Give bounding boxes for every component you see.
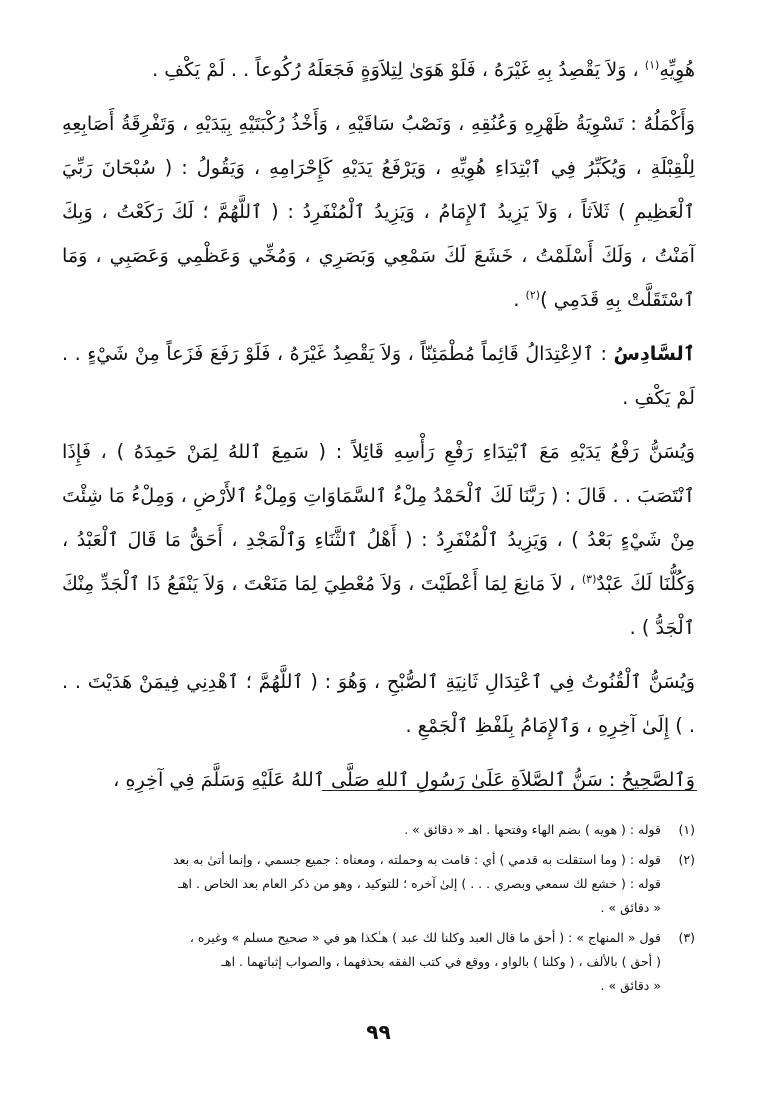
paragraph-text: هُوِيِّهِ <box>659 58 695 81</box>
paragraph <box>62 48 695 92</box>
paragraph-text: . <box>513 288 526 311</box>
footnote-body <box>62 818 661 842</box>
footnote-number: (١) <box>678 822 695 837</box>
footnote-line: ( أحق ) بالألف ، ( وكلنا ) بالواو ، ووقع في كتب الفقه بحذفهما ، والصواب إثباتهما . اهـ <box>221 954 661 969</box>
section-heading-word: ٱلسَّادِسُ <box>613 342 695 365</box>
page-number: ٩٩ <box>366 1020 391 1044</box>
footnote <box>62 848 695 920</box>
footnote-number: (٣) <box>678 930 695 945</box>
paragraph-text: ، لاَ مَانِعَ لِمَا أَعْطَيْتَ ، وَلاَ مُعْطِيَ لِمَا مَنَعْتَ ، وَلاَ يَنْفَعُ ذَا ٱلْجَدِّ مِنْكَ ٱلْجَدُّ ) . <box>62 572 695 639</box>
footnote-reference[interactable]: (١) <box>644 58 660 72</box>
footnote-line: « دقائق » . <box>600 900 661 915</box>
paragraph-text: وَيُسَنُّ رَفْعُ يَدَيْهِ مَعَ ٱبْتِدَاءِ رَفْعِ رَأْسِهِ قَائِلاً : ( سَمِعَ ٱللهُ لِمَنْ حَمِدَهُ ) ، فَإِذَا ٱنْتَصَبَ . . قَالَ : ( رَبَّنَا لَكَ ٱلْحَمْدُ مِلْءُ ٱلسَّمَاوَاتِ وَمِلْءُ ٱلأَرْضِ ، وَمِلْءُ مَا شِئْتَ مِنْ شَيْءٍ بَعْدُ ) ، وَيَزِيدُ ٱلْمُنْفَرِدُ : ( أَهْلُ ٱلثَّنَاءِ وَٱلْمَجْدِ ، أَحَقُّ مَا قَالَ ٱلْعَبْدُ ، وَكُلُّنَا لَكَ عَبْدٌ <box>62 440 695 595</box>
footnote-body <box>62 848 661 920</box>
footnote-line: قوله : ( خشع لك سمعي وبصري . . . ) إلىٰ آخره ؛ للتوكيد ، وهو من ذكر العام بعد الخاص . اهـ <box>178 876 661 891</box>
paragraph-text: : ٱلاِعْتِدَالُ قَائِماً مُطْمَئِنّاً ، وَلاَ يَقْصِدُ غَيْرَهُ ، فَلَوْ رَفَعَ فَزَعاً مِنْ شَيْءٍ . . لَمْ يَكْفِ . <box>62 342 695 409</box>
footnote-line: قول « المنهاج » : ( أحق ما قال العبد وكلنا لك عبد ) هـٰكذا هو في « صحيح مسلم » وغيره ، <box>189 930 661 945</box>
paragraph-text: وَٱلصَّحِيحُ : سَنُّ ٱلصَّلاَةِ عَلَىٰ رَسُولِ ٱللهِ صَلَّى ٱللهُ عَلَيْهِ وَسَلَّمَ فِي آخِرِهِ ، <box>113 768 695 791</box>
footnote-divider <box>322 790 697 791</box>
footnotes <box>62 818 695 1004</box>
footnote-line: قوله : ( هويه ) بضم الهاء وفتحها . اهـ « دقائق » . <box>404 822 661 837</box>
footnote-reference[interactable]: (٢) <box>525 288 541 302</box>
paragraph-text: وَيُسَنُّ ٱلْقُنُوتُ فِي ٱعْتِدَالِ ثَانِيَةِ ٱلصُّبْحِ ، وَهُوَ : ( ٱللَّهُمَّ ؛ ٱهْدِنِي فِيمَنْ هَدَيْتَ . . . ) إِلَىٰ آخِرِهِ ، وَٱلإِمَامُ بِلَفْظِ ٱلْجَمْعِ . <box>62 670 695 737</box>
paragraph <box>62 102 695 322</box>
footnote-line: قوله : ( وما استقلت به قدمي ) أي : قامت به وحملته ، ومعناه : جميع جسمي ، وإنما أتىٰ به بعد <box>173 852 661 867</box>
paragraph <box>62 430 695 650</box>
paragraph <box>62 332 695 420</box>
paragraph-text: وَأَكْمَلُهُ : تَسْوِيَةُ ظَهْرِهِ وَعُنُقِهِ ، وَنَصْبُ سَاقَيْهِ ، وَأَخْذُ رُكْبَتَيْهِ بِيَدَيْهِ ، وَتَفْرِقَةُ أَصَابِعِهِ لِلْقِبْلَةِ ، وَيُكَبِّرُ فِي ٱبْتِدَاءِ هُوِيِّهِ ، وَيَرْفَعُ يَدَيْهِ كَإِحْرَامِهِ ، وَيَقُولُ : ( سُبْحَانَ رَبِّيَ ٱلْعَظِيمِ ) ثَلاَثاً ، وَلاَ يَزِيدُ ٱلإِمَامُ ، وَيَزِيدُ ٱلْمُنْفَرِدُ : ( ٱللَّهُمَّ ؛ لَكَ رَكَعْتُ ، وَبِكَ آمَنْتُ ، وَلَكَ أَسْلَمْتُ ، خَشَعَ لَكَ سَمْعِي وَبَصَرِي ، وَمُخِّي وَعَظْمِي وَعَصَبِي ، وَمَا ٱسْتَقَلَّتْ بِهِ قَدَمِي ) <box>62 112 695 311</box>
footnote <box>62 926 695 998</box>
footnote <box>62 818 695 842</box>
footnote-body <box>62 926 661 998</box>
paragraph <box>62 660 695 748</box>
paragraph <box>62 758 695 802</box>
main-text <box>62 48 695 812</box>
footnote-reference[interactable]: (٣) <box>581 572 597 586</box>
footnote-line: « دقائق » . <box>600 978 661 993</box>
footnote-number: (٢) <box>678 852 695 867</box>
paragraph-text: ، وَلاَ يَقْصِدُ بِهِ غَيْرَهُ ، فَلَوْ هَوَىٰ لِتِلاَوَةٍ فَجَعَلَهُ رُكُوعاً . . لَمْ يَكْفِ . <box>152 58 645 81</box>
